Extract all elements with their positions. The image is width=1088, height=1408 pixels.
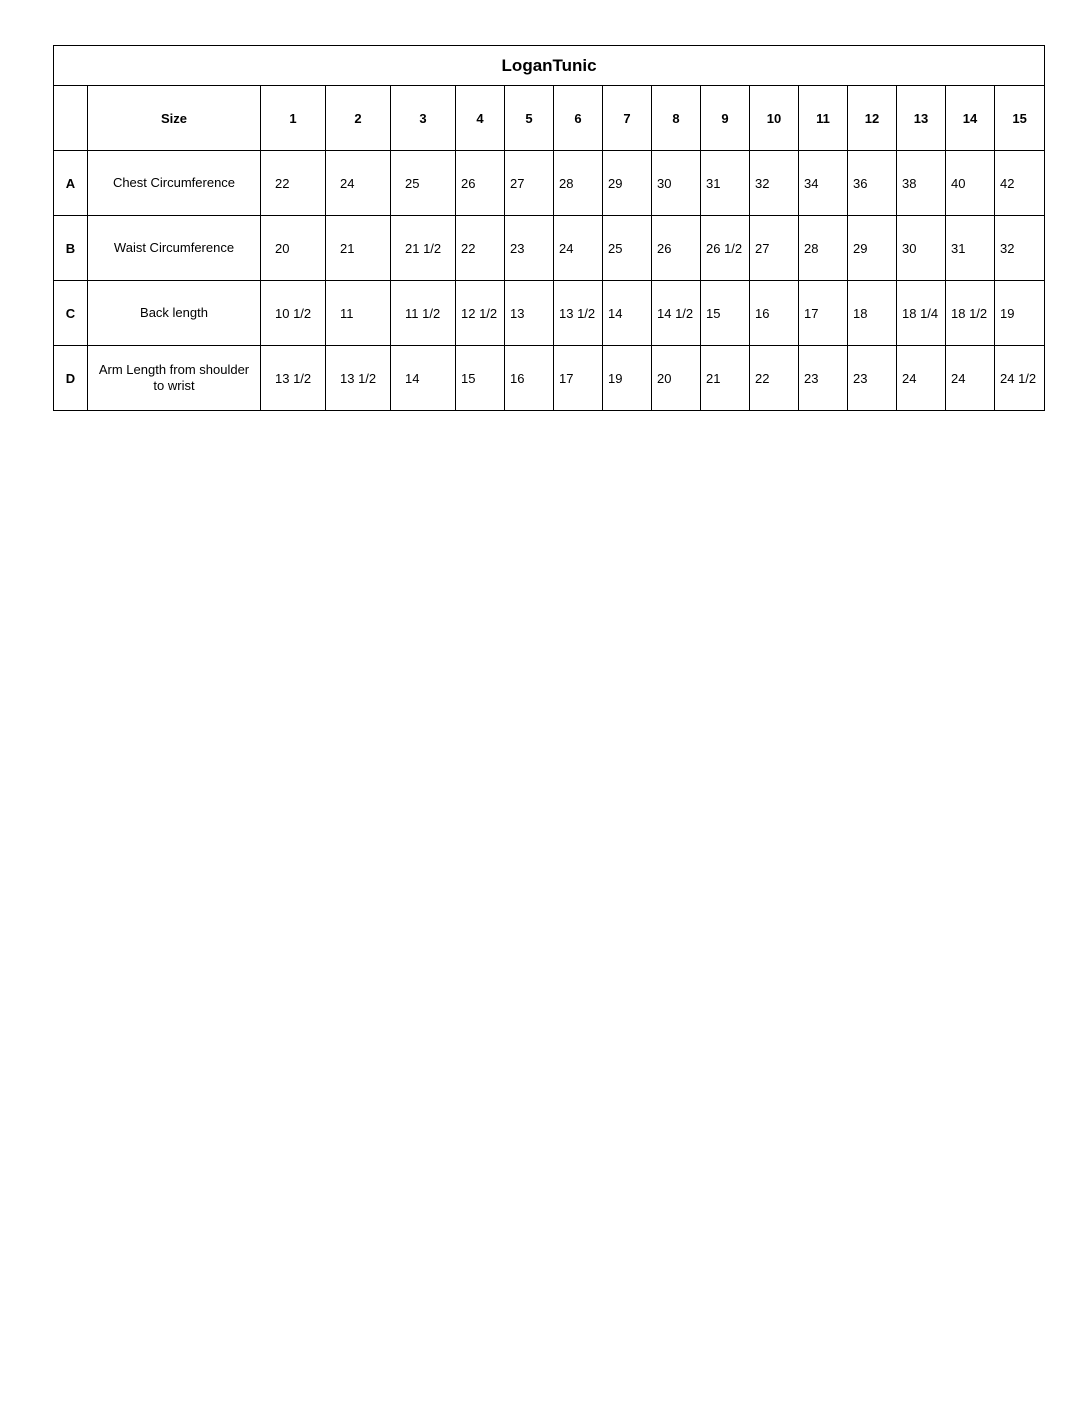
value-cell: 18 1/2	[946, 281, 995, 346]
size-header: 3	[391, 86, 456, 151]
size-header: 4	[456, 86, 505, 151]
value-cell: 18 1/4	[897, 281, 946, 346]
value-cell: 20	[652, 346, 701, 411]
row-code: B	[54, 216, 88, 281]
value-cell: 18	[848, 281, 897, 346]
value-cell: 25	[603, 216, 652, 281]
value-cell: 21	[701, 346, 750, 411]
row-code: D	[54, 346, 88, 411]
measurement-name: Waist Circumference	[88, 216, 261, 281]
size-header: 10	[750, 86, 799, 151]
row-code: A	[54, 151, 88, 216]
header-code-cell	[54, 86, 88, 151]
value-cell: 31	[946, 216, 995, 281]
value-cell: 36	[848, 151, 897, 216]
value-cell: 24	[897, 346, 946, 411]
row-code: C	[54, 281, 88, 346]
size-header: 13	[897, 86, 946, 151]
value-cell: 21	[326, 216, 391, 281]
size-header: 6	[554, 86, 603, 151]
value-cell: 30	[652, 151, 701, 216]
value-cell: 23	[505, 216, 554, 281]
value-cell: 19	[995, 281, 1045, 346]
size-header: 8	[652, 86, 701, 151]
value-cell: 24 1/2	[995, 346, 1045, 411]
value-cell: 13	[505, 281, 554, 346]
value-cell: 40	[946, 151, 995, 216]
value-cell: 34	[799, 151, 848, 216]
value-cell: 22	[456, 216, 505, 281]
value-cell: 24	[326, 151, 391, 216]
value-cell: 14	[603, 281, 652, 346]
measurement-name: Arm Length from shoulder to wrist	[88, 346, 261, 411]
value-cell: 22	[261, 151, 326, 216]
table-title: LoganTunic	[54, 46, 1045, 86]
value-cell: 30	[897, 216, 946, 281]
measurement-row-b	[54, 216, 1045, 281]
value-cell: 14	[391, 346, 456, 411]
measurement-name: Back length	[88, 281, 261, 346]
value-cell: 20	[261, 216, 326, 281]
value-cell: 11 1/2	[391, 281, 456, 346]
value-cell: 15	[701, 281, 750, 346]
size-header: 14	[946, 86, 995, 151]
size-header: 7	[603, 86, 652, 151]
value-cell: 26	[652, 216, 701, 281]
value-cell: 10 1/2	[261, 281, 326, 346]
measurement-row-d	[54, 346, 1045, 411]
value-cell: 28	[554, 151, 603, 216]
title-row	[54, 46, 1045, 86]
value-cell: 28	[799, 216, 848, 281]
value-cell: 27	[750, 216, 799, 281]
size-header: 1	[261, 86, 326, 151]
size-header: 11	[799, 86, 848, 151]
value-cell: 11	[326, 281, 391, 346]
measurement-row-a	[54, 151, 1045, 216]
value-cell: 14 1/2	[652, 281, 701, 346]
size-chart-table	[53, 45, 1045, 411]
value-cell: 17	[554, 346, 603, 411]
value-cell: 24	[554, 216, 603, 281]
value-cell: 38	[897, 151, 946, 216]
measurement-row-c	[54, 281, 1045, 346]
value-cell: 21 1/2	[391, 216, 456, 281]
value-cell: 15	[456, 346, 505, 411]
value-cell: 29	[848, 216, 897, 281]
size-header-row	[54, 86, 1045, 151]
value-cell: 27	[505, 151, 554, 216]
value-cell: 23	[799, 346, 848, 411]
value-cell: 32	[995, 216, 1045, 281]
value-cell: 13 1/2	[554, 281, 603, 346]
value-cell: 17	[799, 281, 848, 346]
size-header: 2	[326, 86, 391, 151]
size-header: 5	[505, 86, 554, 151]
value-cell: 25	[391, 151, 456, 216]
size-header: 9	[701, 86, 750, 151]
size-header: 15	[995, 86, 1045, 151]
size-header: 12	[848, 86, 897, 151]
header-size-label: Size	[88, 86, 261, 151]
value-cell: 26	[456, 151, 505, 216]
value-cell: 16	[750, 281, 799, 346]
value-cell: 12 1/2	[456, 281, 505, 346]
value-cell: 32	[750, 151, 799, 216]
value-cell: 19	[603, 346, 652, 411]
value-cell: 13 1/2	[261, 346, 326, 411]
value-cell: 42	[995, 151, 1045, 216]
value-cell: 26 1/2	[701, 216, 750, 281]
value-cell: 24	[946, 346, 995, 411]
value-cell: 22	[750, 346, 799, 411]
value-cell: 29	[603, 151, 652, 216]
measurement-name: Chest Circumference	[88, 151, 261, 216]
value-cell: 16	[505, 346, 554, 411]
value-cell: 23	[848, 346, 897, 411]
value-cell: 13 1/2	[326, 346, 391, 411]
value-cell: 31	[701, 151, 750, 216]
